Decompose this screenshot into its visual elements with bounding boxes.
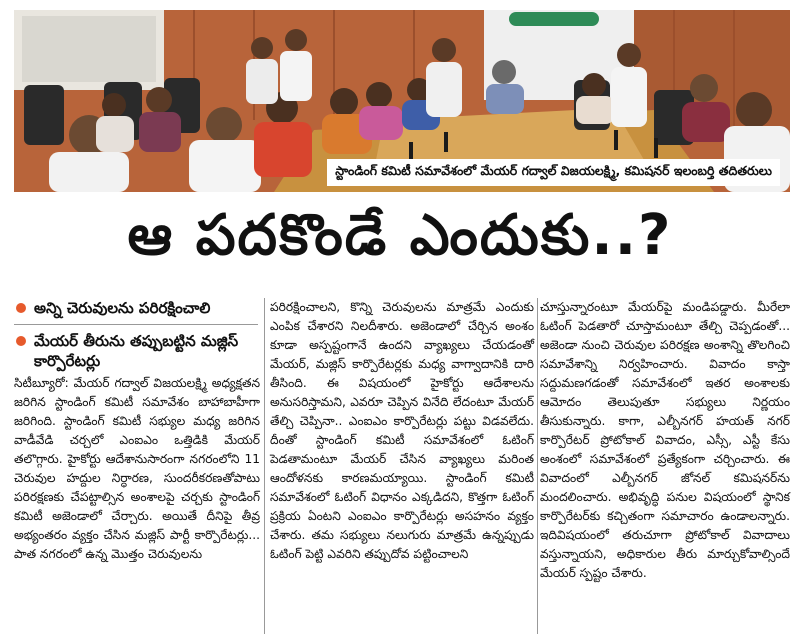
subpoints [14,298,258,377]
bullet-dot-icon [16,336,26,346]
column-divider [264,298,265,634]
bullet-dot-icon [16,303,26,313]
article-text: సిటీబ్యూరో: మేయర్ గద్వాల్ విజయలక్ష్మి అధ్యక్షతన జరిగిన స్టాండింగ్ కమిటీ సమావేశం బాహాబాహీగా జరిగింది. స్టాండింగ్ కమిటీ సభ్యుల మధ్య జరిగిన వాడీవేడి చర్చలో ఎంఐఎం ఒత్తిడికి మేయర్ తలొగ్గారు. హైకోర్టు ఆదేశానుసారంగా నగరంలోని 11 చెరువుల హద్దుల నిర్ధారణ, సుందరీకరణతోపాటు పరిరక్షణకు చేపట్టాల్సిన అంశాలపై చర్చకు స్టాండింగ్ కమిటీ అజెండాలో చేర్చారు. అయితే దీనిపై తీవ్ర అభ్యంతరం వ్యక్తం చేసిన మజ్లిస్ పార్టీ కార్పొరేటర్లు... పాత నగరంలో ఉన్న మొత్తం చెరువులను [14,376,260,561]
subpoint-item [14,298,258,318]
news-photo [14,10,790,192]
article-text: పరిరక్షించాలని, కొన్ని చెరువులను మాత్రమే ఎందుకు ఎంపిక చేశారని నిలదీశారు. అజెండాలో చేర్చిన అంశం కూడా అస్పష్టంగానే ఉందని వ్యాఖ్యలు చేయడంతో మేయర్, మజ్లిస్ కార్పొరేటర్లకు మధ్య వాగ్వాదానికి దారి తీసింది. ఈ విషయంలో హైకోర్టు ఆదేశాలను అనుసరిస్తామని, ఎవరూ చెప్పిన వినేది లేదంటూ మేయర్ తేల్చి చెప్పినా.. ఎంఐఎం కార్పొరేటర్లు పట్టు విడవలేదు. దీంతో స్టాండింగ్ కమిటీ సమావేశంలో ఓటింగ్ పెడతామంటూ మేయర్ చేసిన వ్యాఖ్యలు మరింత ఆందోళనకు కారణమయ్యాయి. స్టాండింగ్ కమిటీ సమావేశంలో ఓటింగ్ విధానం ఎక్కడిదని, కొత్తగా ఓటింగ్ ప్రక్రియ ఏంటని ఎంఐఎం కార్పొరేటర్లు అసహనం వ్యక్తం చేశారు. తమ సభ్యులు నలుగురు మాత్రమే ఉన్నప్పుడు ఓటింగ్ పెట్టి ఎవరిని తప్పుదోవ పట్టించాలని [270,300,534,561]
column-divider [537,298,538,634]
article-column-1 [14,374,260,564]
article-column-3 [540,298,790,583]
divider [14,324,258,325]
photo-caption: స్టాండింగ్ కమిటీ సమావేశంలో మేయర్ గద్వాల్ విజయలక్ష్మి, కమిషనర్ ఇలంబర్తి తదితరులు [327,159,780,186]
subpoint-item [14,331,258,371]
article-text: చూస్తున్నారంటూ మేయర్‌పై మండిపడ్డారు. మీరేలా ఓటింగ్ పెడతారో చూస్తామంటూ తేల్చి చెప్పడంతో... అజెండా నుంచి చెరువుల పరిరక్షణ అంశాన్ని తొలగించి సమావేశాన్ని నిర్వహించారు. వివాదం కాస్తా సద్దుమణగడంతో సమావేశంలో ఇతర అంశాలకు ఆమోదం తెలుపుతూ సభ్యులు నిర్ణయం తీసుకున్నారు. కాగా, ఎల్బీనగర్ హయత్ నగర్ కార్పొరేటర్ ప్రోటోకాల్ వివాదం, ఎస్సీ, ఎస్టీ కేసు అంశంలో సమావేశంలో ప్రత్యేకంగా చర్చించారు. ఈ వివాదంలో ఎల్బీనగర్ జోనల్ కమిషనర్‌ను మందలించారు. అభివృద్ధి పనుల విషయంలో స్థానిక కార్పొరేటర్‌కు కచ్చితంగా సమాచారం ఉండాలన్నారు. ఇదివిషయంలో తరుచూగా ప్రోటోకాల్ వివాదాలు వస్తున్నాయని, అధికారుల తీరు మార్చుకోవాల్సిందే మేయర్ స్పష్టం చేశారు. [540,300,790,580]
subpoint-text: అన్ని చెరువులను పరిరక్షించాలి [34,299,211,317]
headline: ఆ పదకొండే ఎందుకు..? [127,203,673,268]
article-column-2 [270,298,534,564]
subpoint-text: మేయర్ తీరును తప్పుబట్టిన మజ్లిస్ కార్పొరేటర్లు [34,332,239,370]
